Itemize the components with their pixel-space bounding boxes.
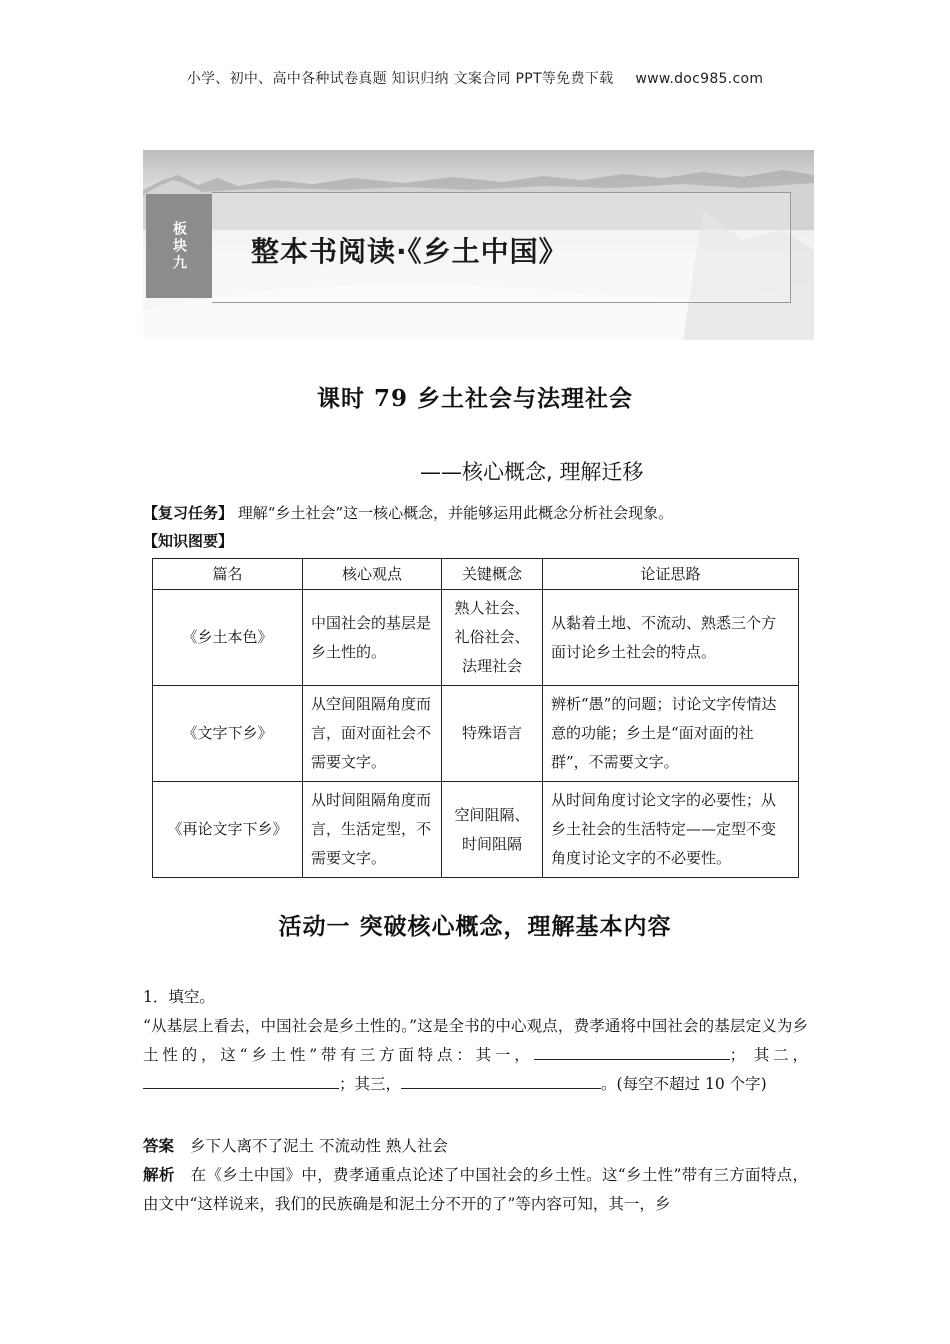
table-cell: 《再论文字下乡》 [153, 782, 303, 878]
explanation-paragraph [143, 1161, 808, 1219]
question-paragraph [143, 1012, 808, 1099]
table-cell: 从空间阻隔角度而言，面对面社会不需要文字。 [303, 686, 442, 782]
table-row [153, 590, 799, 686]
review-task [143, 502, 673, 523]
answer-line [143, 1132, 808, 1161]
table-cell: 熟人社会、礼俗社会、法理社会 [442, 590, 543, 686]
table-row [153, 782, 799, 878]
table-cell: 特殊语言 [442, 686, 543, 782]
review-task-text: 理解“乡土社会”这一核心概念，并能够运用此概念分析社会现象。 [237, 504, 674, 522]
answer-text: 乡下人离不了泥土 不流动性 熟人社会 [190, 1137, 448, 1155]
answer-blank-1[interactable] [534, 1043, 730, 1060]
review-task-label: 【复习任务】 [143, 504, 234, 522]
answer-label: 答案 [143, 1137, 175, 1155]
page-header [0, 68, 950, 88]
question-text-part3: 。(每空不超过 10 个字) [601, 1075, 767, 1093]
explanation-text: 在《乡土中国》中，费孝通重点论述了中国社会的乡土性。这“乡土性”带有三方面特点，由文中“这样说来，我们的民族确是和泥土分不开的了”等内容可知，其一，乡 [143, 1166, 808, 1213]
table-header-row [153, 559, 799, 590]
header-text: 小学、初中、高中各种试卷真题 知识归纳 文案合同 PPT等免费下载 [186, 71, 614, 87]
table-cell: 中国社会的基层是乡土性的。 [303, 590, 442, 686]
lesson-subtitle: ——核心概念, 理解迁移 [420, 460, 644, 484]
explanation-label: 解析 [143, 1166, 175, 1184]
activity-title: 活动一 突破核心概念，理解基本内容 [278, 913, 672, 940]
table-cell: 《文字下乡》 [153, 686, 303, 782]
banner-title: 整本书阅读·《乡土中国》 [251, 235, 568, 268]
table-header-cell: 篇名 [153, 559, 303, 590]
knowledge-table [152, 558, 799, 878]
question-sep2: ；其三， [339, 1075, 402, 1093]
question-number: 1．填空。 [143, 988, 215, 1006]
question-text-part2: 其二， [753, 1046, 808, 1064]
table-cell: 空间阻隔、时间阻隔 [442, 782, 543, 878]
answer-blank-2[interactable] [143, 1072, 339, 1089]
question-sep1: ； [729, 1046, 746, 1064]
table-row [153, 686, 799, 782]
table-cell: 从黏着土地、不流动、熟悉三个方面讨论乡土社会的特点。 [543, 590, 799, 686]
table-header-cell: 关键概念 [442, 559, 543, 590]
table-cell: 辨析“愚”的问题；讨论文字传情达意的功能；乡土是“面对面的社群”，不需要文字。 [543, 686, 799, 782]
knowledge-map-label-text: 【知识图要】 [143, 532, 234, 550]
banner-section-tab: 板块九 [146, 194, 212, 298]
table-header-cell: 核心观点 [303, 559, 442, 590]
answer-blank-3[interactable] [401, 1072, 601, 1089]
table-cell: 从时间角度讨论文字的必要性；从乡土社会的生活特定——定型不变角度讨论文字的不必要性。 [543, 782, 799, 878]
table-cell: 《乡土本色》 [153, 590, 303, 686]
knowledge-map-label [143, 530, 233, 551]
table-header-cell: 论证思路 [543, 559, 799, 590]
question-text-part1: “从基层上看去，中国社会是乡土性的。”这是全书的中心观点，费孝通将中国社会的基层定义为乡土性的，这“乡土性”带有三方面特点：其一， [143, 1017, 808, 1064]
table-cell: 从时间阻隔角度而言，生活定型，不需要文字。 [303, 782, 442, 878]
header-url[interactable]: www.doc985.com [635, 71, 764, 87]
lesson-title: 课时 79 乡土社会与法理社会 [316, 385, 634, 412]
section-banner [143, 150, 814, 340]
